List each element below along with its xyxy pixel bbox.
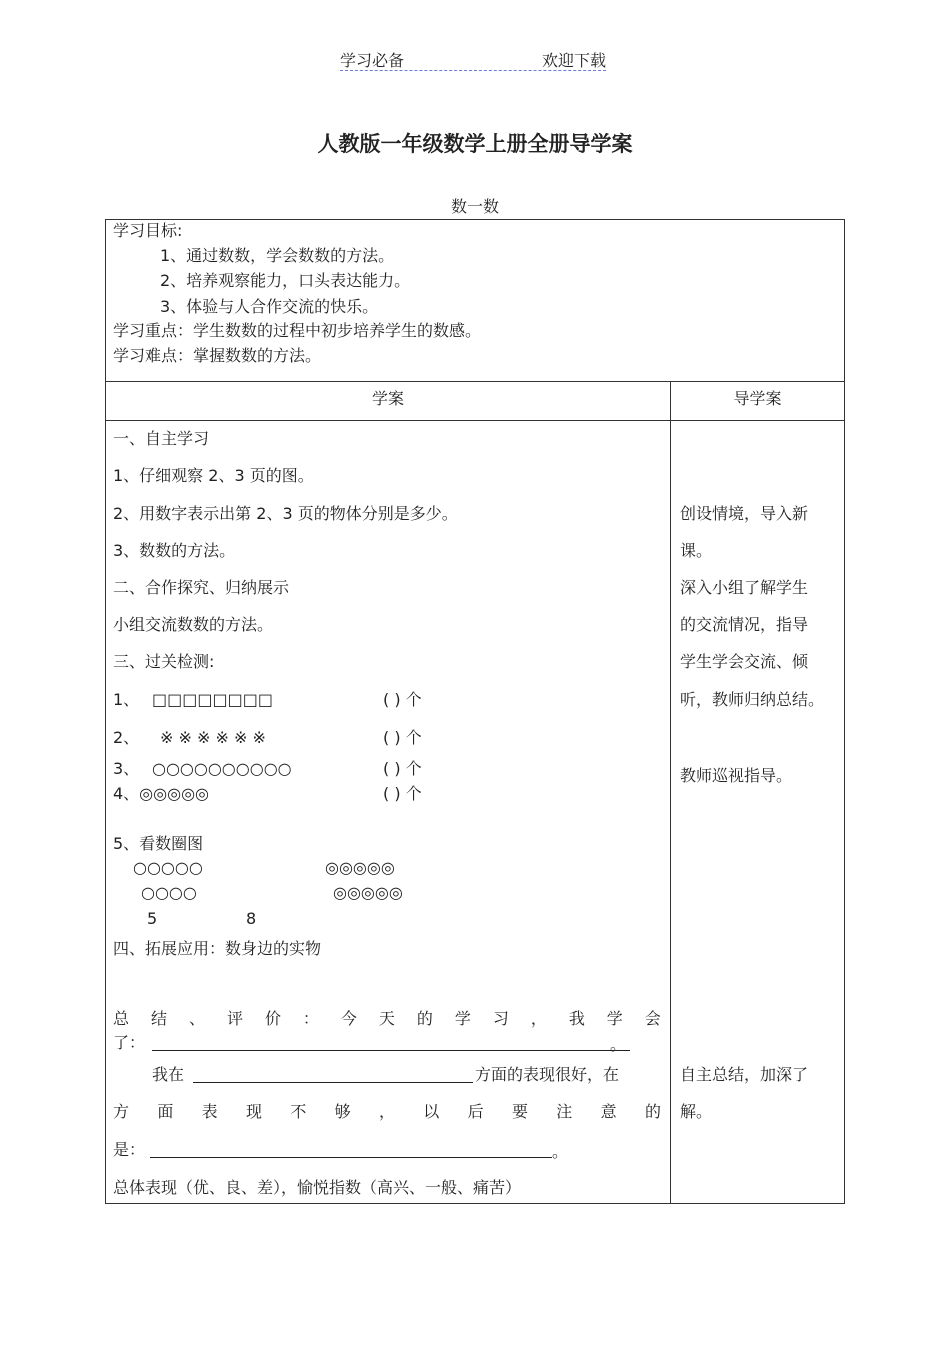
goal-item: 3、体验与人合作交流的快乐。: [160, 297, 379, 316]
answer-blank: ( ) 个: [383, 690, 422, 709]
summary-char: ，: [530, 1009, 547, 1028]
summary-char: 表: [201, 1102, 218, 1121]
guide-note: 创设情境，导入新: [680, 504, 809, 523]
circle-count: 5: [147, 909, 158, 928]
page-header: [340, 48, 606, 71]
section-heading: 三、过关检测:: [113, 652, 215, 671]
text-line: 3、数数的方法。: [113, 541, 236, 560]
summary-char: 方: [113, 1102, 130, 1121]
goal-item: 1、通过数数，学会数数的方法。: [160, 246, 395, 265]
section-heading: 四、拓展应用：数身边的实物: [113, 939, 322, 958]
body-left-cell: [105, 420, 671, 1204]
question-number: 2、: [113, 728, 140, 747]
fill-in-line: [150, 1157, 552, 1158]
summary-char: 够: [334, 1102, 351, 1121]
body-right-cell: [670, 420, 845, 1204]
question-symbols: ※ ※ ※ ※ ※ ※: [160, 728, 266, 747]
summary-char: 要: [511, 1102, 528, 1121]
circle-count: 8: [246, 909, 257, 928]
question-line: 5、看数圈图: [113, 834, 204, 853]
guide-note: 自主总结，加深了: [680, 1065, 809, 1084]
circle-group: ○○○○: [141, 883, 197, 902]
summary-char: 、: [188, 1009, 205, 1028]
goals-difficulty: 学习难点：掌握数数的方法。: [113, 346, 322, 365]
column-title-right: 导学案: [733, 389, 782, 408]
circle-group: ○○○○○: [133, 858, 203, 877]
answer-blank: ( ) 个: [383, 784, 422, 803]
question-number: 1、: [113, 690, 140, 709]
summary-char: 的: [644, 1102, 661, 1121]
summary-char: 意: [600, 1102, 617, 1121]
summary-char: 价: [264, 1009, 281, 1028]
goals-focus: 学习重点：学生数数的过程中初步培养学生的数感。: [113, 321, 482, 340]
guide-note: 教师巡视指导。: [680, 766, 793, 785]
summary-char: 总: [113, 1009, 130, 1028]
summary-char: ，: [378, 1102, 395, 1121]
text-line: 是：: [113, 1140, 146, 1159]
answer-blank: ( ) 个: [383, 759, 422, 778]
goal-item: 2、培养观察能力，口头表达能力。: [160, 271, 411, 290]
section-heading: 二、合作探究、归纳展示: [113, 578, 290, 597]
summary-char: 评: [226, 1009, 243, 1028]
guide-note: 解。: [680, 1102, 713, 1121]
header-right: 欢迎下载: [541, 51, 606, 70]
guide-note: 深入小组了解学生: [680, 578, 809, 597]
fill-in-line: [193, 1082, 473, 1083]
guide-note: 课。: [680, 541, 713, 560]
summary-char: 结: [150, 1009, 167, 1028]
summary-char: 面: [157, 1102, 174, 1121]
overall-rating: 总体表现（优、良、差），愉悦指数（高兴、一般、痛苦）: [113, 1178, 522, 1197]
question-line: 4、◎◎◎◎◎: [113, 784, 209, 803]
text-line: 1、仔细观察 2、3 页的图。: [113, 466, 314, 485]
summary-char: 会: [644, 1009, 661, 1028]
summary-char: 的: [416, 1009, 433, 1028]
text-line: 我在: [152, 1065, 185, 1084]
summary-char: 后: [467, 1102, 484, 1121]
summary-char: ：: [302, 1009, 319, 1028]
section-heading: 一、自主学习: [113, 429, 210, 448]
summary-char: 我: [568, 1009, 585, 1028]
fill-in-line: [152, 1050, 630, 1051]
circle-group: ◎◎◎◎◎: [333, 883, 403, 902]
goals-heading: 学习目标:: [113, 221, 183, 240]
summary-char: 今: [340, 1009, 357, 1028]
circle-group: ◎◎◎◎◎: [325, 858, 395, 877]
summary-char: 以: [423, 1102, 440, 1121]
summary-line: [113, 1009, 661, 1029]
question-symbols: ○○○○○○○○○○: [152, 759, 292, 778]
text-line: 小组交流数数的方法。: [113, 615, 274, 634]
summary-char: 学: [606, 1009, 623, 1028]
guide-note: 的交流情况，指导: [680, 615, 809, 634]
summary-continuation: 了：: [113, 1033, 146, 1052]
summary-line-2: [113, 1102, 661, 1122]
answer-blank: ( ) 个: [383, 728, 422, 747]
document-title: 人教版一年级数学上册全册导学案: [317, 132, 633, 156]
punctuation: 。: [610, 1035, 627, 1054]
lesson-title: 数一数: [450, 197, 499, 216]
summary-char: 现: [245, 1102, 262, 1121]
summary-char: 注: [556, 1102, 573, 1121]
punctuation: 。: [552, 1142, 569, 1161]
summary-char: 不: [290, 1102, 307, 1121]
question-number: 3、: [113, 759, 140, 778]
question-symbols: □□□□□□□□: [152, 690, 273, 709]
summary-char: 习: [492, 1009, 509, 1028]
guide-note: 学生学会交流、倾: [680, 652, 809, 671]
summary-char: 学: [454, 1009, 471, 1028]
summary-char: 天: [378, 1009, 395, 1028]
guide-note: 听，教师归纳总结。: [680, 690, 825, 709]
header-left: 学习必备: [340, 51, 405, 70]
text-line: 2、用数字表示出第 2、3 页的物体分别是多少。: [113, 504, 458, 523]
column-title-left: 学案: [371, 389, 404, 408]
text-line: 方面的表现很好，在: [475, 1065, 620, 1084]
